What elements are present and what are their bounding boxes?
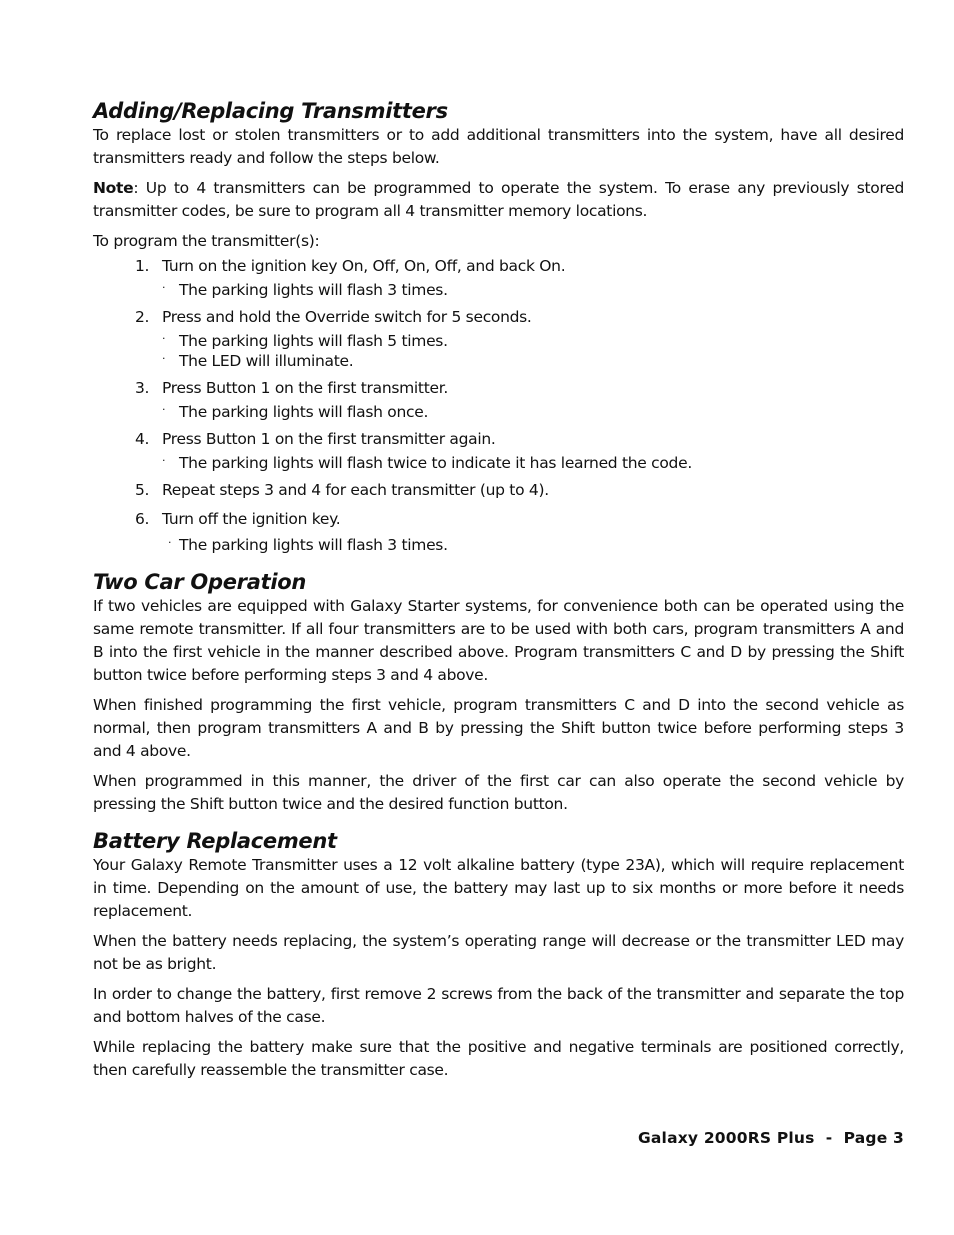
paragraph: Your Galaxy Remote Transmitter uses a 12 volt alkaline battery (type 23A), which will require replacement in time. Depending on the amount of use, the battery may last up to six months or more before it needs replacement. — [93, 856, 904, 920]
step-bullets — [135, 453, 904, 473]
step-number: 2. — [135, 308, 150, 326]
note-paragraph — [93, 177, 904, 223]
bullet-item — [162, 331, 904, 351]
section-title: Two Car Operation — [93, 570, 306, 594]
paragraph: When finished programming the first vehicle, program transmitters C and D into the second vehicle as normal, then program transmitters A and B by pressing the Shift button twice before performing steps 3 and 4 above. — [93, 696, 904, 760]
section-title: Adding/Replacing Transmitters — [93, 99, 448, 123]
paragraph: When the battery needs replacing, the system’s operating range will decrease or the transmitter LED may not be as bright. — [93, 932, 904, 973]
bullet-item — [162, 351, 904, 371]
bullet-dot-icon: · — [162, 281, 166, 294]
step-text: Repeat steps 3 and 4 for each transmitter (up to 4). — [162, 481, 549, 499]
section-two-car-operation — [93, 569, 904, 816]
note-text: : Up to 4 transmitters can be programmed to operate the system. To erase any previously stored transmitter codes, be sure to program all 4 transmitter memory locations. — [93, 179, 904, 220]
bullet-dot-icon: · — [162, 332, 166, 345]
bullet-item — [168, 535, 904, 555]
bullet-dot-icon: · — [168, 536, 172, 549]
step-bullets — [135, 402, 904, 422]
section-title: Battery Replacement — [93, 829, 337, 853]
page-footer: Galaxy 2000RS Plus - Page 3 — [637, 1129, 904, 1147]
steps-list — [93, 255, 904, 555]
bullet-text: The parking lights will flash once. — [179, 403, 429, 421]
bullet-dot-icon: · — [162, 352, 166, 365]
bullet-text: The parking lights will flash 5 times. — [179, 332, 448, 350]
step-item — [135, 479, 904, 502]
step-number: 6. — [135, 510, 150, 528]
step-number: 1. — [135, 257, 150, 275]
section-adding-replacing-transmitters — [93, 98, 904, 555]
step-bullets — [135, 331, 904, 371]
step-text: Press Button 1 on the first transmitter again. — [162, 430, 496, 448]
bullet-item — [162, 402, 904, 422]
bullet-dot-icon: · — [162, 403, 166, 416]
section-battery-replacement — [93, 828, 904, 1082]
step-text: Turn off the ignition key. — [162, 510, 341, 528]
paragraph: When programmed in this manner, the driver of the first car can also operate the second vehicle by pressing the Shift button twice and the desired function button. — [93, 772, 904, 813]
paragraph: To replace lost or stolen transmitters or to add additional transmitters into the system, have all desired transmitters ready and follow the steps below. — [93, 126, 904, 167]
bullet-text: The parking lights will flash 3 times. — [179, 536, 448, 554]
step-item — [135, 255, 904, 300]
step-bullets — [135, 280, 904, 300]
document-page — [93, 98, 904, 1089]
bullet-text: The parking lights will flash 3 times. — [179, 281, 448, 299]
step-text: Press Button 1 on the first transmitter. — [162, 379, 448, 397]
program-lead: To program the transmitter(s): — [93, 232, 320, 250]
note-label: Note — [93, 179, 134, 197]
step-text: Turn on the ignition key On, Off, On, Off, and back On. — [162, 257, 566, 275]
bullet-text: The LED will illuminate. — [179, 352, 354, 370]
bullet-item — [162, 453, 904, 473]
paragraph: If two vehicles are equipped with Galaxy Starter systems, for convenience both can be operated using the same remote transmitter. If all four transmitters are to be used with both cars, program transmitters A and B into the first vehicle in the manner described above. Program transmitters C and D by pressing the Shift button twice before performing steps 3 and 4 above. — [93, 597, 904, 684]
paragraph: In order to change the battery, first remove 2 screws from the back of the transmitter and separate the top and bottom halves of the case. — [93, 985, 904, 1026]
paragraph: While replacing the battery make sure that the positive and negative terminals are positioned correctly, then carefully reassemble the transmitter case. — [93, 1038, 904, 1079]
step-item — [135, 377, 904, 422]
step-item — [135, 306, 904, 371]
step-text: Press and hold the Override switch for 5 seconds. — [162, 308, 532, 326]
step-number: 4. — [135, 430, 150, 448]
step-item — [135, 508, 904, 555]
step-bullets — [135, 535, 904, 555]
bullet-text: The parking lights will flash twice to indicate it has learned the code. — [179, 454, 692, 472]
bullet-item — [162, 280, 904, 300]
bullet-dot-icon: · — [162, 454, 166, 467]
step-number: 5. — [135, 481, 150, 499]
step-number: 3. — [135, 379, 150, 397]
step-item — [135, 428, 904, 473]
